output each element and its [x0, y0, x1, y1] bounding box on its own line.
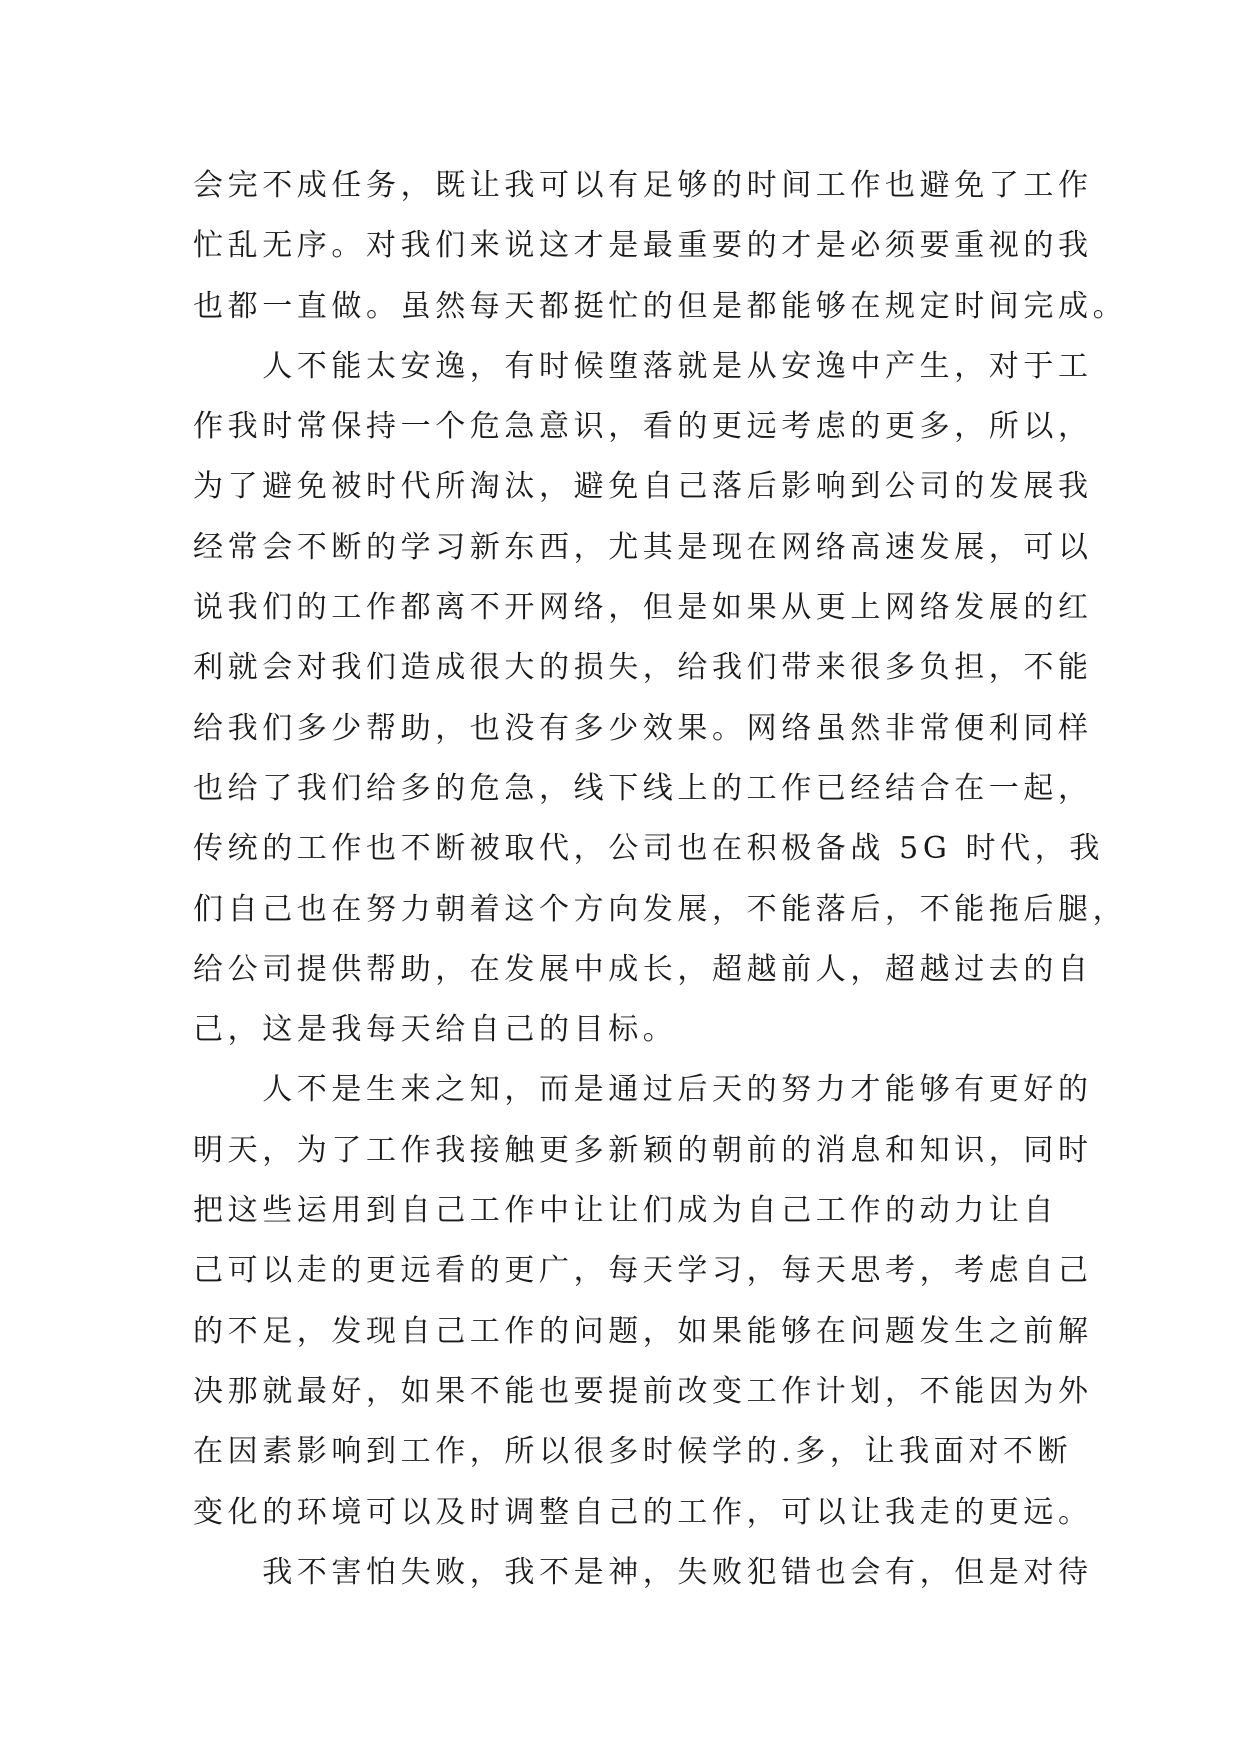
paragraph-start-line: 人不是生来之知，而是通过后天的努力才能够有更好的: [193, 1072, 1093, 1108]
text-line: 变化的环境可以及时调整自己的工作，可以让我走的更远。: [193, 1494, 1093, 1530]
text-line: 会完不成任务，既让我可以有足够的时间工作也避免了工作: [193, 168, 1093, 203]
text-line: 传统的工作也不断被取代，公司也在积极备战 5G 时代，我: [193, 831, 1104, 867]
paragraph-start-line: 人不能太安逸，有时候堕落就是从安逸中产生，对于工: [193, 348, 1093, 384]
text-line: 给我们多少帮助，也没有多少效果。网络虽然非常便利同样: [193, 710, 1093, 746]
text-line: 利就会对我们造成很大的损失，给我们带来很多负担，不能: [193, 650, 1093, 686]
text-line: 们自己也在努力朝着这个方向发展，不能落后，不能拖后腿，: [193, 891, 1128, 927]
text-line: 己可以走的更远看的更广，每天学习，每天思考，考虑自己: [193, 1253, 1093, 1289]
text-line: 明天，为了工作我接触更多新颖的朝前的消息和知识，同时: [193, 1132, 1093, 1168]
text-line: 决那就最好，如果不能也要提前改变工作计划，不能因为外: [193, 1373, 1093, 1409]
text-line: 在因素影响到工作，所以很多时候学的.多，让我面对不断: [193, 1434, 1073, 1470]
text-line: 的不足，发现自己工作的问题，如果能够在问题发生之前解: [193, 1313, 1093, 1349]
text-line: 忙乱无序。对我们来说这才是最重要的才是必须要重视的我: [193, 228, 1093, 264]
body-text: [193, 156, 1128, 1603]
paragraph-start-line: 我不害怕失败，我不是神，失败犯错也会有，但是对待: [193, 1554, 1093, 1590]
text-line: 也都一直做。虽然每天都挺忙的但是都能够在规定时间完成。: [193, 288, 1128, 324]
text-line: 作我时常保持一个危急意识，看的更远考虑的更多，所以，: [193, 409, 1093, 445]
text-line: 经常会不断的学习新东西，尤其是现在网络高速发展，可以: [193, 529, 1093, 565]
text-line: 把这些运用到自己工作中让让们成为自己工作的动力让自: [193, 1193, 1058, 1229]
text-line: 给公司提供帮助，在发展中成长，超越前人，超越过去的自: [193, 951, 1093, 987]
text-line: 己，这是我每天给自己的目标。: [193, 1012, 678, 1048]
text-line: 也给了我们给多的危急，线下线上的工作已经结合在一起，: [193, 770, 1093, 806]
text-line: 说我们的工作都离不开网络，但是如果从更上网络发展的红: [193, 590, 1093, 626]
text-line: 为了避免被时代所淘汰，避免自己落后影响到公司的发展我: [193, 469, 1093, 505]
